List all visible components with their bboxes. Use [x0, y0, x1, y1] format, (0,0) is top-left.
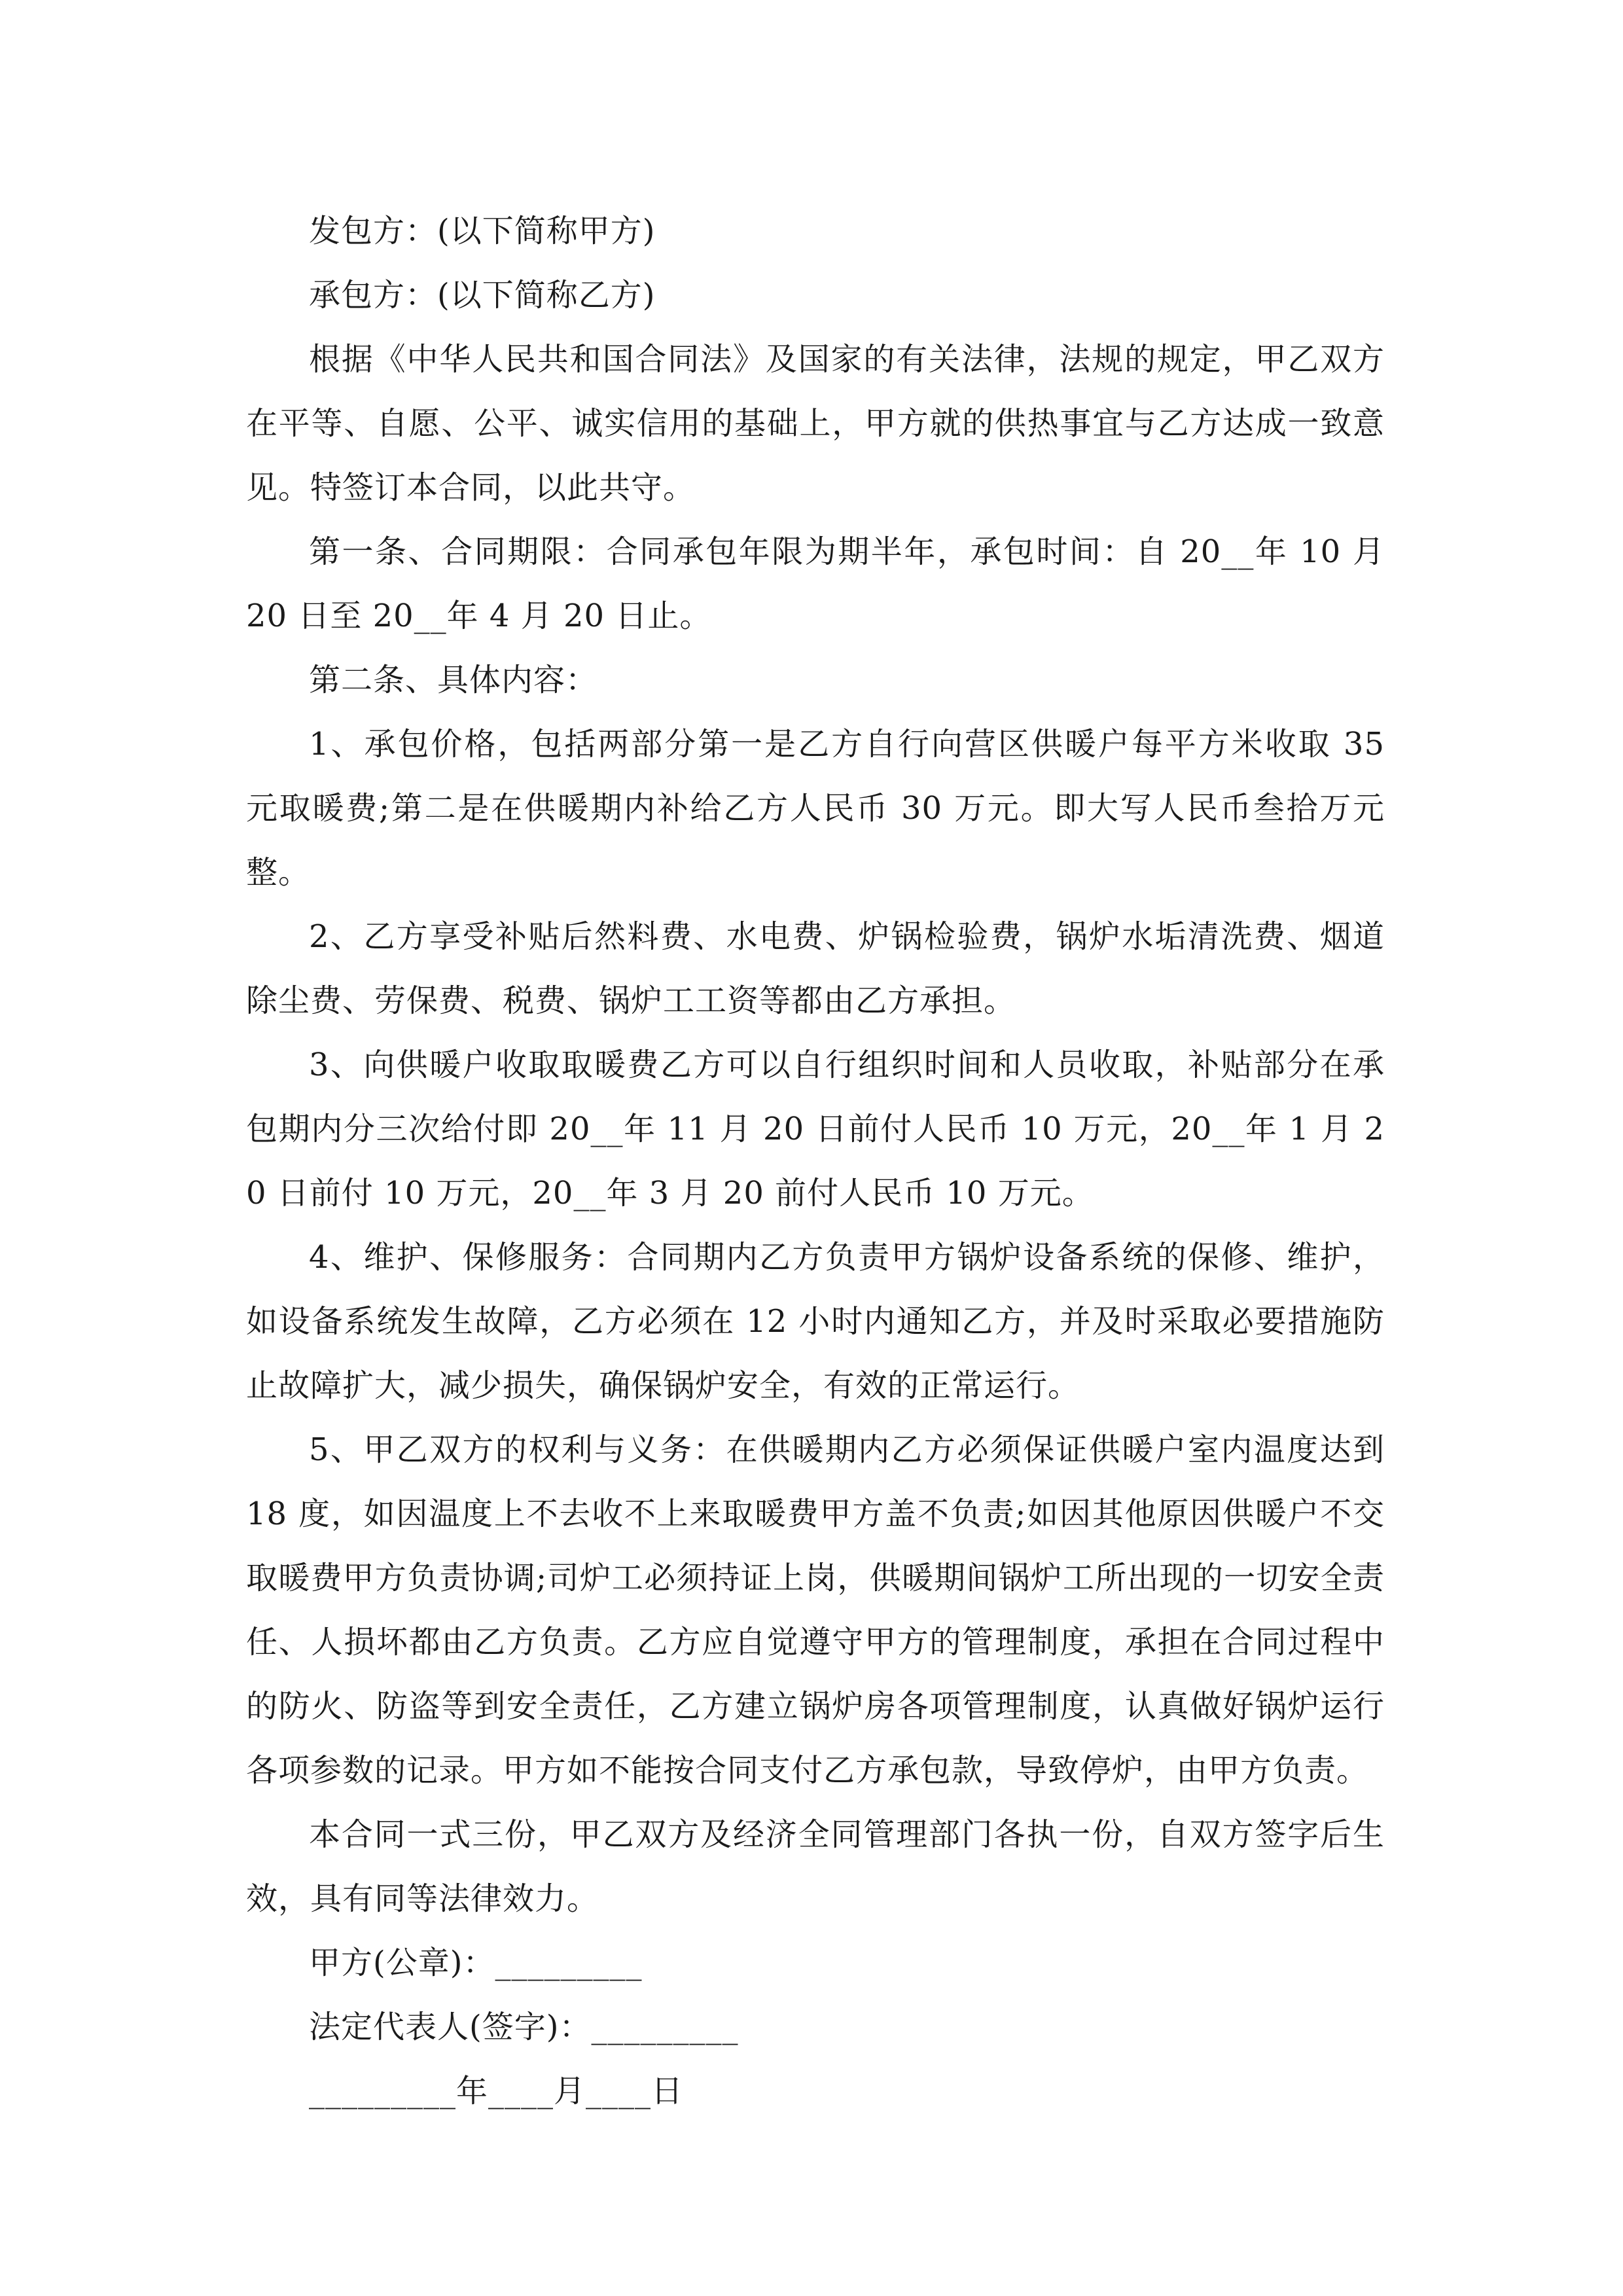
clause-5-paragraph: 5、甲乙双方的权利与义务：在供暖期内乙方必须保证供暖户室内温度达到 18 度，如因温度上不去收不上来取暖费甲方盖不负责;如因其他原因供暖户不交取暖费甲方负责协调;司炉工必须持证上岗，供暖期间锅炉工所出现的一切安全责任、人损坏都由乙方负责。乙方应自觉遵守甲方的管理制度，承担在合同过程中的防火、防盗等到安全责任，乙方建立锅炉房各项管理制度，认真做好锅炉运行各项参数的记录。甲方如不能按合同支付乙方承包款，导致停炉，由甲方负责。 — [246, 1431, 1385, 1789]
clause-4-paragraph: 4、维护、保修服务：合同期内乙方负责甲方锅炉设备系统的保修、维护，如设备系统发生故障，乙方必须在 12 小时内通知乙方，并及时采取必要措施防止故障扩大，减少损失，确保锅炉安全，有效的正常运行。 — [246, 1239, 1385, 1404]
closing-paragraph: 本合同一式三份，甲乙双方及经济全同管理部门各执一份，自双方签字后生效，具有同等法律效力。 — [246, 1816, 1385, 1917]
party-b-line: 承包方：(以下简称乙方) — [309, 277, 656, 314]
article-1-paragraph: 第一条、合同期限：合同承包年限为期半年，承包时间：自 20__年 10 月 20 日至 20__年 4 月 20 日止。 — [246, 533, 1385, 634]
party-a-seal-line: 甲方(公章)：_________ — [309, 1945, 643, 1981]
clause-2-paragraph: 2、乙方享受补贴后然料费、水电费、炉锅检验费，锅炉水垢清洗费、烟道除尘费、劳保费、税费、锅炉工工资等都由乙方承担。 — [246, 918, 1385, 1019]
legal-representative-signature-line: 法定代表人(签字)：_________ — [309, 2009, 739, 2045]
clause-3-paragraph: 3、向供暖户收取取暖费乙方可以自行组织时间和人员收取，补贴部分在承包期内分三次给付即 20__年 11 月 20 日前付人民币 10 万元，20__年 1 月 20 日前付 10 万元，20__年 3 月 20 前付人民币 10 万元。 — [246, 1047, 1385, 1211]
date-line: _________年____月____日 — [309, 2073, 684, 2109]
party-a-line: 发包方：(以下简称甲方) — [309, 213, 656, 249]
clause-1-paragraph: 1、承包价格，包括两部分第一是乙方自行向营区供暖户每平方米收取 35 元取暖费;第二是在供暖期内补给乙方人民币 30 万元。即大写人民币叁拾万元整。 — [246, 726, 1385, 891]
preamble-paragraph: 根据《中华人民共和国合同法》及国家的有关法律，法规的规定，甲乙双方在平等、自愿、公平、诚实信用的基础上，甲方就的供热事宜与乙方达成一致意见。特签订本合同，以此共守。 — [246, 341, 1385, 506]
article-2-title: 第二条、具体内容： — [309, 662, 598, 698]
contract-body — [246, 199, 1385, 2123]
